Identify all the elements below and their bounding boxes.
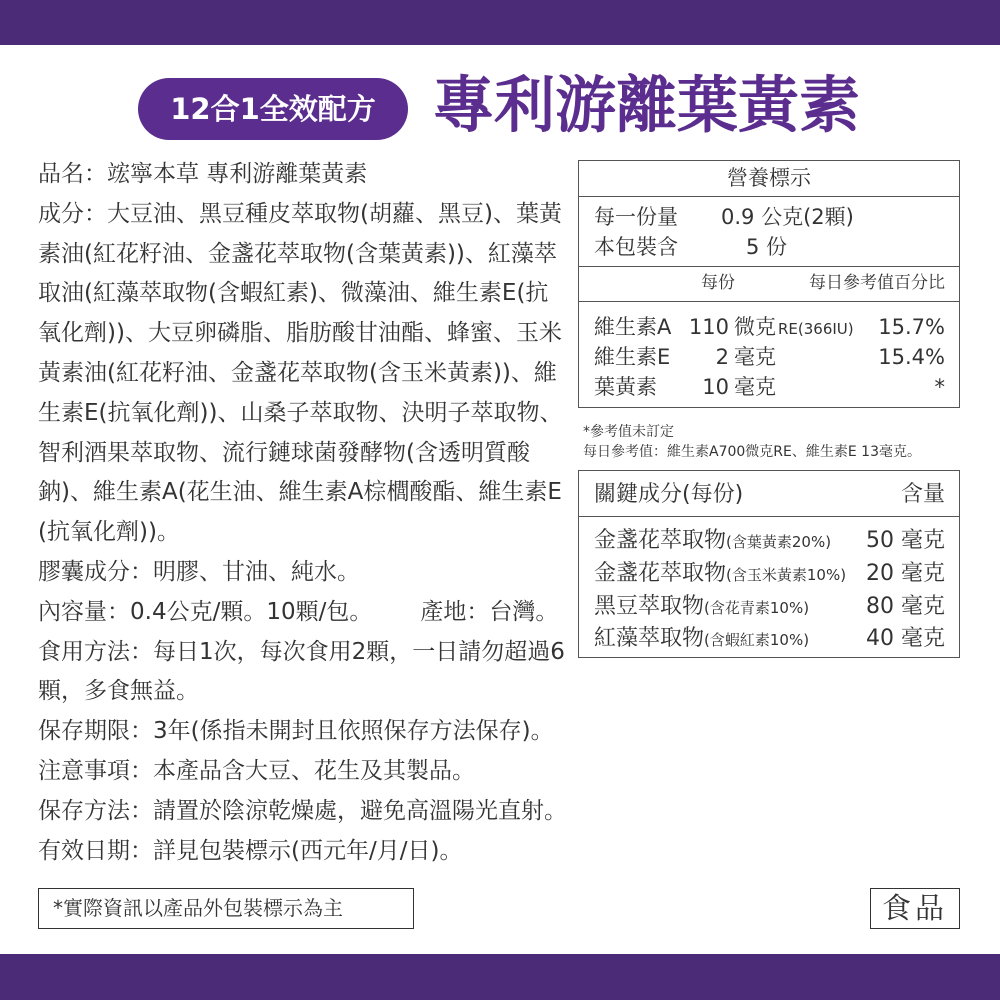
caution-line: 注意事項：本產品含大豆、花生及其製品。 <box>38 757 475 784</box>
nutrient-row <box>594 312 945 342</box>
nutrient-row <box>594 372 945 402</box>
ingredients-line: 氧化劑))、大豆卵磷脂、脂肪酸甘油酯、蜂蜜、玉米 <box>38 320 562 347</box>
ingredients-line: 生素E(抗氧化劑))、山桑子萃取物、決明子萃取物、 <box>38 399 563 426</box>
divider <box>579 516 959 517</box>
servings-per-package-value: 5 份 <box>746 235 788 259</box>
ingredient-name: 黑豆萃取物 <box>594 594 705 619</box>
ingredient-amount: 20 毫克 <box>866 561 945 586</box>
ingredient-name: 金盞花萃取物 <box>594 528 727 553</box>
top-banner-bar <box>0 0 1000 45</box>
expiry-line: 有效日期：詳見包裝標示(西元年/月/日)。 <box>38 837 463 864</box>
nutrition-facts-panel <box>578 160 960 408</box>
key-ingredient-row <box>594 592 945 622</box>
nutrient-daily-value: * <box>934 375 945 399</box>
divider <box>579 301 959 302</box>
product-title: 專利游離葉黃素 <box>433 70 861 141</box>
usage-line: 食用方法：每日1次，每次食用2顆，一日請勿超過6 <box>38 638 565 665</box>
formula-badge: 12合1全效配方 <box>138 78 408 140</box>
nutrient-daily-value: 15.4% <box>878 345 945 369</box>
nutrient-name: 維生素A <box>594 315 672 339</box>
servings-per-package-label: 本包裝含 <box>594 235 678 259</box>
amount-column-label: 含量 <box>900 482 945 507</box>
key-ingredient-row <box>594 526 945 556</box>
nutrient-row <box>594 342 945 372</box>
ingredients-line: (抗氧化劑))。 <box>38 519 180 546</box>
nutrient-unit: 微克 <box>734 315 776 339</box>
ingredients-line: 鈉)、維生素A(花生油、維生素A棕櫚酸酯、維生素E <box>38 479 562 506</box>
usage-line: 顆，多食無益。 <box>38 678 199 705</box>
daily-value-column-label: 每日參考值百分比 <box>809 273 945 293</box>
serving-size-value: 0.9 公克(2顆) <box>721 205 854 229</box>
key-ingredient-row <box>594 624 945 654</box>
ingredients-line: 黃素油(紅花籽油、金盞花萃取物(含玉米黃素))、維 <box>38 359 557 386</box>
ingredient-amount: 80 毫克 <box>866 594 945 619</box>
key-ingredients-header <box>594 477 945 513</box>
origin-text: 產地：台灣。 <box>420 598 559 625</box>
nutrient-name: 維生素E <box>594 345 671 369</box>
ingredient-note: (含花青素10%) <box>704 599 810 617</box>
net-content-text: 內容量：0.4公克/顆。10顆/包。 <box>38 598 373 625</box>
nutrient-amount: 10 <box>702 375 729 399</box>
nutrient-daily-value: 15.7% <box>878 315 945 339</box>
per-serving-column-label: 每份 <box>701 273 735 293</box>
content-origin-line <box>38 593 568 633</box>
key-ingredient-row <box>594 559 945 589</box>
nutrient-amount: 110 <box>688 315 729 339</box>
ingredients-line: 成分：大豆油、黑豆種皮萃取物(胡蘿、黑豆)、葉黃 <box>38 200 562 227</box>
ingredient-note: (含玉米黃素10%) <box>726 566 847 584</box>
footnote-daily-reference: 每日參考值：維生素A700微克RE、維生素E 13毫克。 <box>583 444 921 460</box>
servings-per-package-row <box>594 232 945 262</box>
product-name-line: 品名：竤寧本草 專利游離葉黃素 <box>38 161 368 187</box>
ingredient-note: (含葉黃素20%) <box>726 533 832 551</box>
serving-size-label: 每一份量 <box>594 205 678 229</box>
nutrient-note: RE(366IU) <box>778 320 854 338</box>
ingredients-line: 素油(紅花籽油、金盞花萃取物(含葉黃素))、紅藻萃 <box>38 240 557 267</box>
food-category-box: 食品 <box>870 888 960 929</box>
disclaimer-box: *實際資訊以產品外包裝標示為主 <box>38 888 414 929</box>
ingredient-amount: 50 毫克 <box>866 528 945 553</box>
nutrition-facts-title: 營養標示 <box>727 166 811 190</box>
product-info-block <box>38 155 568 871</box>
ingredients-line: 智利酒果萃取物、流行鏈球菌發酵物(含透明質酸 <box>38 439 530 466</box>
footnote-reference-undefined: *參考值未訂定 <box>583 424 674 440</box>
nutrient-unit: 毫克 <box>734 345 776 369</box>
storage-line: 保存方法：請置於陰涼乾燥處，避免高溫陽光直射。 <box>38 797 567 824</box>
ingredient-note: (含蝦紅素10%) <box>704 631 810 649</box>
capsule-ingredients-line: 膠囊成分：明膠、甘油、純水。 <box>38 558 360 585</box>
nutrient-name: 葉黃素 <box>594 375 657 399</box>
nutrition-column-header <box>594 266 945 301</box>
ingredients-line: 取油(紅藻萃取物(含蝦紅素)、微藻油、維生素E(抗 <box>38 280 549 307</box>
spacer <box>743 477 901 513</box>
nutrient-unit: 毫克 <box>734 375 776 399</box>
ingredient-amount: 40 毫克 <box>866 626 945 651</box>
nutrient-amount: 2 <box>715 345 729 369</box>
key-ingredients-panel <box>578 470 960 658</box>
ingredient-name: 紅藻萃取物 <box>594 626 705 651</box>
key-ingredients-title: 關鍵成分(每份) <box>594 482 744 507</box>
bottom-banner-bar <box>0 954 1000 1000</box>
shelf-life-line: 保存期限：3年(係指未開封且依照保存方法保存)。 <box>38 718 554 745</box>
ingredient-name: 金盞花萃取物 <box>594 561 727 586</box>
divider <box>579 196 959 197</box>
serving-size-row <box>594 202 945 232</box>
